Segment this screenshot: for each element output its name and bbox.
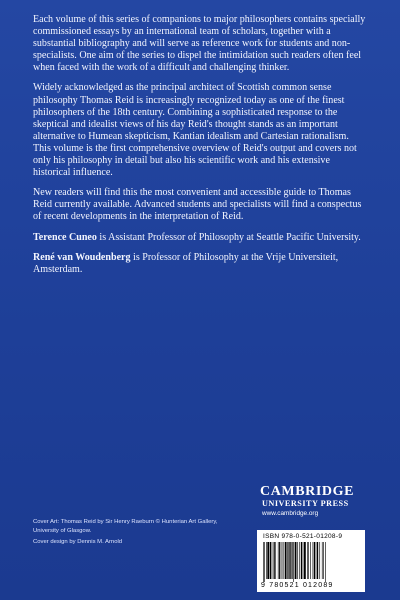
editor-description: is Assistant Professor of Philosophy at Seattle Pacific University. — [96, 231, 361, 243]
barcode-panel — [257, 530, 365, 592]
barcode-icon — [262, 542, 360, 582]
publisher-url: www.cambridge.org — [262, 510, 319, 517]
cover-art-credit: Cover Art: Thomas Reid by Sir Henry Raeburn © Hunterian Art Gallery, University of Glasgow. — [33, 519, 218, 534]
editor-name: Terence Cuneo — [33, 231, 97, 243]
editor-bio-van-woudenberg — [33, 252, 367, 276]
editor-bio-cuneo — [33, 232, 367, 244]
publisher-logo — [260, 485, 370, 518]
isbn-text: ISBN 978-0-521-01208-9 — [263, 533, 343, 540]
publisher-subtitle: UNIVERSITY PRESS — [262, 499, 349, 508]
cover-design-credit: Cover design by Dennis M. Arnold — [33, 539, 123, 546]
barcode-digits: 9 780521 012089 — [261, 582, 334, 589]
editor-description: is Professor of Philosophy at the Vrije Universiteit, Amsterdam. — [33, 251, 339, 275]
publisher-name: CAMBRIDGE — [260, 484, 355, 499]
editor-name: René van Woudenberg — [33, 251, 131, 263]
cover-credits — [33, 518, 243, 550]
reid-paragraph: Widely acknowledged as the principal architect of Scottish common sense philosophy Thomas Reid is increasingly recognized today as one of the finest philosophers of the 18th century. Combining a sophisticated response to the skeptical and idealist views of his day Reid's thought stands as an important alternative to Humean skepticism, Kantian idealism and Cartesian rationalism. This volume is the first comprehensive overview of Reid's output and covers not only his philosophy in detail but also his scientific work and his extensive historical influence. — [33, 82, 357, 179]
readers-paragraph: New readers will find this the most convenient and accessible guide to Thomas Reid currently available. Advanced students and specialists will find a conspectus of recent developments in the interpretation of Reid. — [33, 187, 362, 223]
series-paragraph: Each volume of this series of companions to major philosophers contains specially commissioned essays by an international team of scholars, together with a substantial bibliography and will serve as reference work for students and non-specialists. One aim of the series to dispel the intimidation such readers often feel when faced with the work of a difficult and challenging thinker. — [33, 14, 366, 74]
blurb — [33, 14, 367, 284]
